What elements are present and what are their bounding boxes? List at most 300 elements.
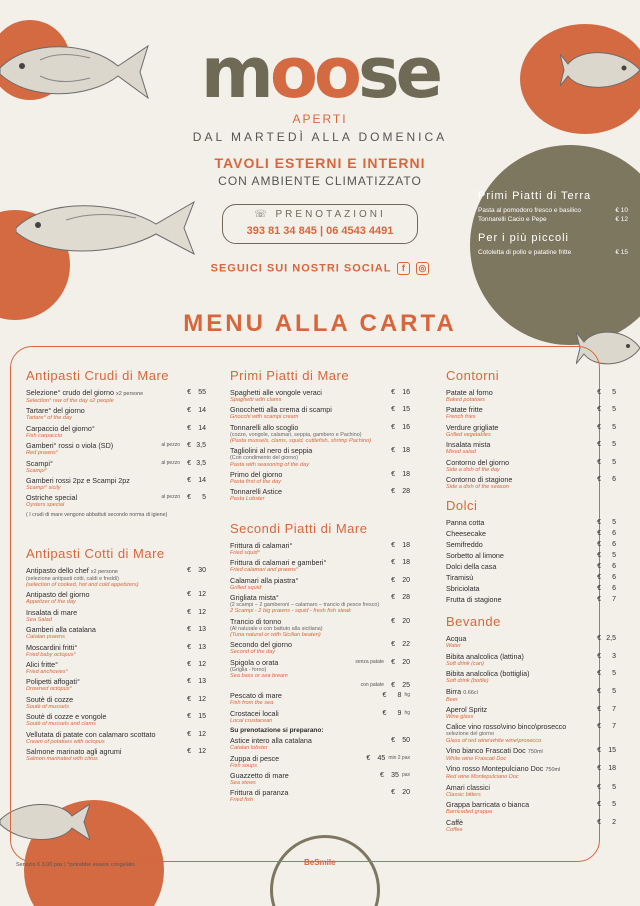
item-name: Polipetti affogati° [26,677,80,687]
item-translation: Tartare° of the day [26,415,72,422]
column-extra [446,368,616,836]
social-line [0,262,640,275]
item-price: 12 [198,748,206,756]
item-name: Spaghetti alle vongole veraci [230,388,322,397]
item-currency: € [391,423,395,431]
item-translation: Drowned octopus° [26,686,72,693]
menu-item [230,594,410,615]
item-price: 12 [198,591,206,599]
item-currency: € [597,389,601,396]
item-translation: Beer [446,696,458,703]
item-price-block [593,541,616,548]
primi-list [230,389,410,503]
item-name: Contorno del giorno [446,457,510,467]
item-price: 2 [612,818,616,826]
item-translation: Fried anchovies° [26,669,68,676]
item-price-block [593,765,616,772]
item-translation: Pasta Lobster [230,496,265,503]
item-translation: (selection of cooked, hot and cold appetizers) [26,582,139,589]
item-price: 3,5 [196,442,206,450]
item-name-block [26,609,77,623]
menu-item [26,389,206,404]
menu-item [446,424,616,438]
item-description: (selezione antipasti cotti, caldi e freddi) [26,575,119,582]
item-name-block [26,713,106,727]
item-unit: senza patate [355,658,384,665]
item-name: Carpaccio del giorno° [26,423,95,433]
item-currency: € [597,458,601,466]
piccoli-list [478,248,628,257]
item-price-block [161,442,206,449]
item-name-block [446,389,493,403]
item-price-block [593,476,616,483]
item-name-block [26,567,139,589]
terra-item-price: € 10 [615,207,628,214]
item-name: Alici fritte° [26,660,59,670]
item-unit: con patate [360,682,384,689]
item-name-block [446,476,512,490]
item-name: Contorno di stagione [446,475,513,485]
contorni-list [446,389,616,490]
item-name: Tiramisù [446,573,474,583]
item-name: Zuppa di pesce [230,753,280,763]
piccoli-title: Per i più piccoli [478,232,569,244]
item-name: Antipasto dello chef [26,565,89,575]
item-price-block [362,755,410,762]
item-currency: € [391,541,395,549]
menu-title: MENU ALLA CARTA [183,310,457,337]
menu-item [446,389,616,403]
item-price: 5 [612,670,616,678]
crudi-note: ( I crudi di mare vengono abbattuti secondo norma di igiene) [26,511,168,518]
item-name-block [230,710,279,724]
item-currency: € [597,596,601,604]
service-note: Servizio € 3,00 pax | °potrebbe essere congelato [16,862,135,868]
menu-item [26,713,206,727]
item-price-block [593,563,616,570]
item-price: 18 [608,765,616,773]
menu-item [26,731,206,745]
item-translation: Soutè of mussels and clams [26,721,96,728]
item-name-block [446,784,490,798]
item-description: (Con condimento del giorno) [230,455,299,462]
item-currency: € [391,389,395,396]
item-currency: € [187,643,191,651]
item-price-block [183,731,206,738]
item-translation: (Pasta mussels, clams, squid, cuttlefish, shrimp Pachino) [230,438,372,445]
item-price-block [183,389,206,396]
item-price-block [593,635,616,642]
item-price-block [183,567,206,574]
menu-item [26,425,206,439]
item-price: 5 [612,687,616,695]
item-price-block [355,659,410,666]
item-currency: € [597,552,601,560]
item-currency: € [597,765,601,773]
item-name-block [26,644,77,658]
item-translation: French fries [446,414,476,421]
primi-title: Primi Piatti di Mare [230,368,350,383]
item-currency: € [187,678,191,686]
item-name-block [26,626,96,640]
item-currency: € [597,441,601,449]
item-currency: € [187,424,191,432]
item-currency: € [597,687,601,695]
item-name-block [446,596,502,604]
item-translation: Salmon marinated with citrus [26,756,98,763]
item-price-block [361,682,410,689]
item-price: 14 [198,477,206,485]
item-translation: Scampi° [26,467,47,474]
item-unit: al pezzo [161,442,180,449]
item-name-block [230,737,312,751]
item-price: 55 [198,389,206,396]
item-currency: € [597,747,601,755]
menu-item [26,477,206,491]
item-extra: 750ml [545,767,561,774]
item-price-block [161,460,206,467]
item-translation: Fish carpaccio [26,432,63,439]
item-translation: Red prawns° [26,450,59,457]
item-name: Secondo del giorno [230,640,292,650]
item-price: 16 [402,423,410,431]
menu-item [230,772,410,786]
item-name-block [446,765,560,780]
item-name-block [230,488,282,502]
item-name: Gnocchetti alla crema di scampi [230,405,332,415]
item-price-block [183,644,206,651]
item-currency: € [597,519,601,527]
item-name: Bibita analcolica (lattina) [446,651,524,661]
menu-item [446,519,616,527]
item-currency: € [597,476,601,484]
item-name: Sbriciolata [446,584,480,594]
item-name: Frutta di stagione [446,595,502,605]
item-price-block [387,577,410,584]
item-unit: al pezzo [161,494,180,501]
menu-item [230,447,410,468]
item-price-block [593,389,616,396]
item-price: 5 [612,783,616,791]
item-name-block [446,519,484,527]
item-name-block [26,407,85,421]
phone-numbers[interactable]: 393 81 34 845 | 06 4543 4491 [246,225,394,237]
item-name: Insalata mista [446,440,491,450]
item-price-block [593,519,616,526]
item-currency: € [597,652,601,660]
item-price: 13 [198,678,206,686]
item-name: Caffè [446,817,464,827]
item-name: Insalata di mare [26,607,78,617]
prenotazione-heading: Su prenotazione si preparano: [230,727,324,735]
social-label: SEGUICI SUI NOSTRI SOCIAL [210,262,392,275]
item-currency: € [597,423,601,431]
item-price: 6 [612,563,616,571]
item-translation: Grilled squid [230,584,262,591]
menu-item [446,653,616,667]
item-price-block [593,552,616,559]
aperti-label: APERTI [292,112,348,126]
item-price: 7 [612,723,616,731]
item-translation: Fried fish [230,797,254,804]
item-name-block [446,801,529,815]
item-name-block [230,471,282,485]
item-name-block [446,747,543,762]
terra-item [478,215,628,224]
item-name-block [446,635,466,649]
secondi-title: Secondi Piatti di Mare [230,520,368,536]
besmile-logo: BeSmile [304,858,336,867]
menu-item [230,641,410,655]
item-price-block [593,459,616,466]
item-price: 14 [198,407,206,415]
menu-item [230,424,410,445]
item-name: Cheesecake [446,529,486,539]
item-price: 5 [612,406,616,414]
item-currency: € [391,447,395,455]
instagram-icon[interactable]: ◎ [416,262,429,275]
menu-item [230,542,410,556]
item-currency: € [391,594,395,602]
item-currency: € [187,407,191,415]
item-price: 5 [612,801,616,809]
facebook-icon[interactable]: f [397,262,410,275]
item-name-block [446,688,478,703]
moose-logo: moose [200,32,440,114]
terra-item-price: € 12 [615,216,628,223]
item-name: Soutè di cozze [26,694,74,704]
menu-item [446,476,616,490]
item-price-block [387,471,410,478]
item-currency: € [187,661,191,669]
menu-item [230,389,410,403]
item-name-block [230,406,332,420]
item-currency: € [391,641,395,649]
item-currency: € [391,658,395,666]
item-price: 30 [198,566,206,574]
item-price-block [387,737,410,744]
item-extra: x2 persone [115,391,144,397]
item-name: Birra [446,686,462,696]
item-name-block [446,653,524,667]
item-currency: € [391,576,395,584]
item-price-block [183,407,206,414]
item-extra: 750ml [527,749,543,756]
item-name-block [446,670,530,684]
item-price-unit: hg [404,709,410,716]
item-price-block [183,626,206,633]
menu-item [230,755,410,769]
item-price-block [387,406,410,413]
item-translation: Side a dish of the day [446,466,500,473]
item-name: Aperol Spritz [446,705,488,715]
item-price-block [593,424,616,431]
item-unit: al pezzo [161,459,180,466]
item-name: Primo del giorno [230,470,283,480]
menu-item [230,471,410,485]
item-currency: € [597,670,601,678]
item-name-block [230,755,279,769]
item-translation: Fried baby octopus° [26,651,76,658]
menu-item [446,552,616,560]
item-name: Panna cotta [446,518,485,528]
item-translation: Water [446,643,461,650]
item-price-block [593,819,616,826]
item-description: (cozze, vongole, calamari, seppia, gambero e Pachino) [230,431,362,438]
item-price-block [387,789,410,796]
item-price: 5 [612,423,616,431]
menu-item [26,678,206,692]
item-name-block [446,574,473,582]
item-price-block [387,389,410,396]
item-name: Grigliata mista° [230,593,279,603]
item-name: Verdure grigliate [446,422,499,432]
item-name: Antipasto del giorno [26,590,90,600]
item-name: Spigola o orata [230,657,279,667]
item-name-block [230,447,312,468]
item-currency: € [187,608,191,616]
menu-item [446,747,616,762]
menu-item [230,618,410,639]
item-price-unit: pax [401,771,410,778]
item-name-block [446,552,504,560]
item-price: 6 [612,476,616,484]
item-translation: Barricaded grappa [446,809,493,816]
item-price: 12 [198,730,206,738]
item-name: Tartare° del giorno [26,406,85,416]
item-name: Guazzetto di mare [230,770,289,780]
item-name: Frittura di paranza [230,788,289,798]
item-translation: Pasta with seasoning of the day [230,461,309,468]
item-name-block [230,559,326,573]
item-name: Frittura di calamari e gamberi° [230,558,327,568]
item-currency: € [187,477,191,485]
item-currency: € [187,748,191,756]
item-extra: x2 persone [90,568,118,575]
item-price: 12 [198,695,206,703]
item-price: 18 [402,471,410,479]
item-price: 28 [402,488,410,496]
menu-item [26,661,206,675]
item-price: 35 [391,771,399,779]
item-name-block [230,389,322,403]
menu-item [446,459,616,473]
item-name: Tagliolini al nero di seppia [230,446,313,456]
item-description: (2 scampi – 2 gamberoni – calamaro – trancio di pesce fresco) [230,602,380,609]
item-currency: € [391,737,395,745]
terra-item-name: Pasta al pomodoro fresco e basilico [478,207,581,214]
item-name: Soutè di cozze e vongole [26,712,107,722]
item-currency: € [597,706,601,714]
item-name: Vino bianco Frascati Doc [446,746,526,756]
item-name-block [230,594,379,615]
item-name-block [230,789,288,803]
column-antipasti [26,368,206,766]
terra-item [478,206,628,215]
menu-item [446,585,616,593]
item-price: 18 [402,447,410,455]
item-name: Semifreddo [446,540,483,550]
item-price: 8 [397,692,402,700]
item-description: (Al naturale o con battuto alla siciliana) [230,625,323,632]
item-name-block [26,731,155,745]
item-price-block [387,447,410,454]
column-piatti [230,368,410,807]
item-name: Vino rosso Montepulciano Doc [446,764,544,774]
item-price: 18 [402,559,410,567]
item-translation: Local crustacean [230,717,273,724]
item-price-block [387,559,410,566]
item-price: 20 [402,617,410,625]
reservations-box [222,204,418,244]
item-price-block [593,574,616,581]
item-translation: White wine Frascati Doc [446,756,507,763]
item-price-block [593,747,616,754]
menu-item [446,563,616,571]
item-name: Acqua [446,634,467,644]
item-price: 2,5 [606,635,616,643]
item-name-block [446,441,490,455]
item-price-block [387,424,410,431]
item-price: 50 [402,737,410,745]
item-price: 13 [198,626,206,634]
item-price-block [593,723,616,730]
item-name-block [26,442,113,456]
item-currency: € [187,566,191,574]
item-price-block [183,748,206,755]
item-name: Crostacei locali [230,708,279,718]
terra-item-name: Tonnarelli Cacio e Pepe [478,216,547,223]
phone-icon: ☏ [254,209,270,220]
item-translation: Red wine Montepulciano Doc [446,774,519,781]
item-price: 7 [612,706,616,714]
item-name-block [26,748,121,762]
item-name-block [230,424,371,445]
item-price: 5 [612,441,616,449]
item-name: Bibita analcolica (bottiglia) [446,669,530,679]
item-name-block [230,618,323,639]
item-name: Gamberi° rossi o viola (SD) [26,441,114,451]
fish-illustration-topright [560,40,640,100]
item-price-block [183,477,206,484]
cotti-title: Antipasti Cotti di Mare [26,545,165,561]
item-name: Amari classici [446,782,490,792]
item-currency: € [391,406,395,414]
item-price-block [378,710,410,717]
item-name: Astice intero alla catalana [230,736,312,746]
item-name: Selezione° crudo del giorno [26,388,114,397]
item-price-block [183,678,206,685]
menu-item [446,635,616,649]
item-currency: € [187,626,191,634]
item-price: 6 [612,541,616,549]
menu-item [26,748,206,762]
menu-item [446,530,616,538]
item-currency: € [187,494,191,502]
item-name-block [230,772,289,786]
item-currency: € [597,541,601,549]
item-name-block [446,819,463,833]
item-translation: Pasta first of the day [230,479,281,486]
menu-item [26,567,206,589]
item-currency: € [391,471,395,479]
menu-item [26,460,206,474]
item-price: 45 [377,754,386,762]
menu-item [446,596,616,604]
menu-item [26,407,206,421]
item-currency: € [366,754,371,762]
item-translation: Appetizer of the day [26,599,76,606]
